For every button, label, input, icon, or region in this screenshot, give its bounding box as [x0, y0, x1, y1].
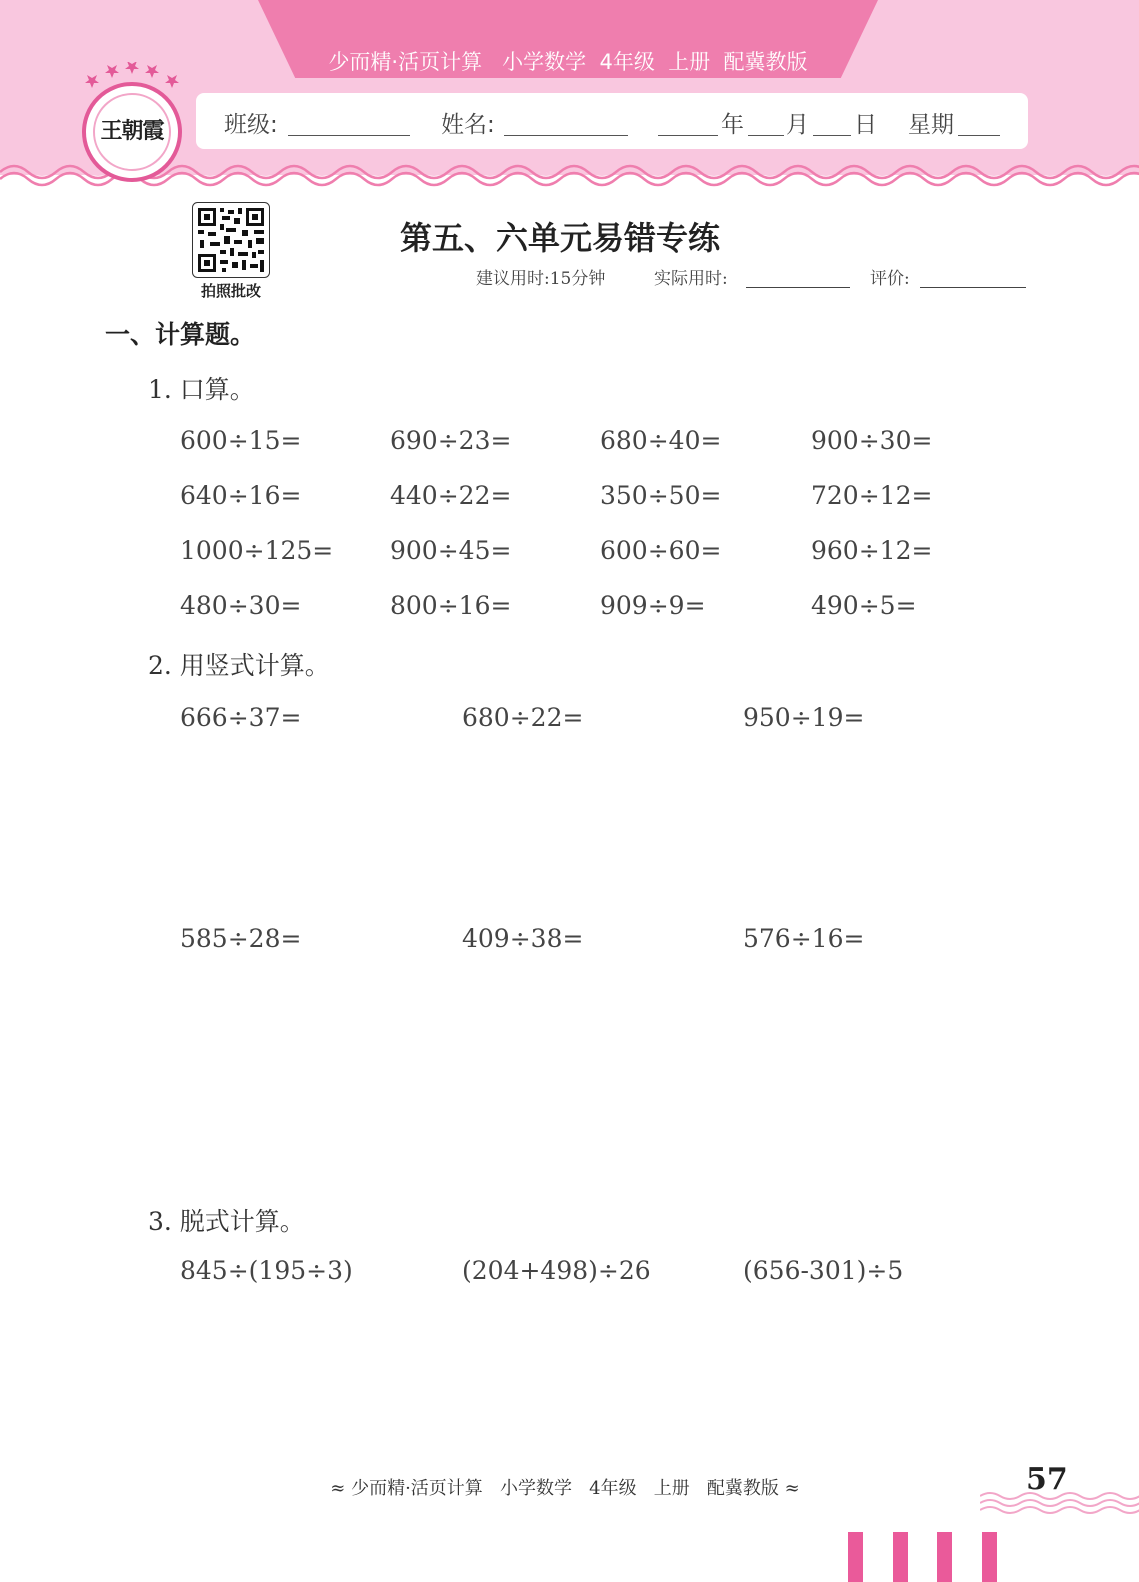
actual-time-label: 实际用时: — [654, 269, 728, 289]
mental-math-item: 600÷60= — [600, 536, 722, 565]
mental-math-item: 640÷16= — [180, 481, 302, 510]
actual-time-field[interactable] — [746, 287, 850, 288]
weekday-field[interactable] — [958, 135, 1000, 136]
part3-heading: 3. 脱式计算。 — [148, 1207, 305, 1236]
mental-math-item: 900÷30= — [811, 426, 933, 455]
mental-math-item: 440÷22= — [390, 481, 512, 510]
day-field[interactable] — [813, 135, 851, 136]
footer-bar — [982, 1532, 997, 1582]
class-field[interactable] — [288, 135, 410, 136]
vertical-calc-item: 576÷16= — [743, 924, 865, 953]
mental-math-item: 690÷23= — [390, 426, 512, 455]
mental-math-item: 900÷45= — [390, 536, 512, 565]
footer-wave-decoration — [980, 1488, 1139, 1518]
class-label: 班级: — [224, 112, 278, 138]
rating-label: 评价: — [870, 269, 910, 289]
footer-text: ≈ 少而精·活页计算 小学数学 4年级 上册 配冀教版 ≈ — [330, 1478, 800, 1499]
mental-math-item: 480÷30= — [180, 591, 302, 620]
month-field[interactable] — [748, 135, 784, 136]
month-label: 月 — [786, 112, 809, 138]
mental-math-item: 960÷12= — [811, 536, 933, 565]
student-info-box — [196, 93, 1028, 149]
vertical-calc-item: 680÷22= — [462, 703, 584, 732]
rating-field[interactable] — [920, 287, 1026, 288]
day-label: 日 — [854, 112, 877, 138]
page-title: 第五、六单元易错专练 — [400, 219, 721, 257]
footer-bar — [893, 1532, 908, 1582]
mental-math-item: 680÷40= — [600, 426, 722, 455]
step-calc-item: (656-301)÷5 — [743, 1256, 904, 1285]
step-calc-item: (204+498)÷26 — [462, 1256, 651, 1285]
vertical-calc-item: 585÷28= — [180, 924, 302, 953]
vertical-calc-item: 950÷19= — [743, 703, 865, 732]
vertical-calc-item: 409÷38= — [462, 924, 584, 953]
mental-math-item: 720÷12= — [811, 481, 933, 510]
year-field[interactable] — [658, 135, 718, 136]
mental-math-item: 1000÷125= — [180, 536, 334, 565]
weekday-label: 星期 — [908, 112, 954, 138]
mental-math-item: 600÷15= — [180, 426, 302, 455]
mental-math-item: 350÷50= — [600, 481, 722, 510]
mental-math-item: 909÷9= — [600, 591, 706, 620]
step-calc-item: 845÷(195÷3) — [180, 1256, 353, 1285]
page-number: 57 — [1026, 1462, 1068, 1497]
logo-text: 王朝霞 — [100, 118, 164, 144]
footer-bar — [937, 1532, 952, 1582]
year-label: 年 — [721, 112, 744, 138]
publisher-logo — [82, 82, 182, 182]
mental-math-item: 800÷16= — [390, 591, 512, 620]
qr-label: 拍照批改 — [200, 282, 261, 300]
series-title: 少而精·活页计算 小学数学 4年级 上册 配冀教版 — [328, 50, 808, 74]
footer-bar — [848, 1532, 863, 1582]
qr-code-icon[interactable] — [192, 202, 270, 278]
part2-heading: 2. 用竖式计算。 — [148, 651, 330, 680]
vertical-calc-item: 666÷37= — [180, 703, 302, 732]
suggested-time: 建议用时:15分钟 — [476, 269, 606, 289]
mental-math-item: 490÷5= — [811, 591, 917, 620]
name-field[interactable] — [504, 135, 628, 136]
name-label: 姓名: — [441, 112, 495, 138]
section-heading: 一、计算题。 — [105, 320, 256, 349]
part1-heading: 1. 口算。 — [148, 375, 255, 404]
